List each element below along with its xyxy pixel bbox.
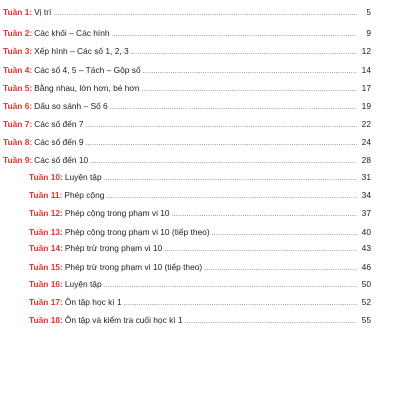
entry-title: Xếp hình – Các số 1, 2, 3: [34, 46, 129, 56]
page-number: 5: [366, 7, 371, 17]
dot-leader: [143, 65, 357, 77]
entry-title: Ôn tập và kiểm tra cuối học kì 1: [64, 315, 183, 325]
page-number: 34: [361, 190, 371, 200]
toc-entry-week-15: [29, 260, 371, 274]
dot-leader: [86, 137, 357, 149]
dot-leader: [185, 315, 357, 327]
entry-title: Các số 4, 5 – Tách – Gộp số: [34, 65, 141, 75]
page-number: 19: [361, 101, 371, 111]
dot-leader: [142, 83, 357, 95]
dot-leader: [131, 46, 357, 58]
entry-title: Dấu so sánh – Số 6: [34, 101, 108, 111]
page-number: 50: [361, 279, 371, 289]
page-number: 40: [361, 227, 371, 237]
dot-leader: [164, 243, 357, 255]
entry-title: Phép cộng: [64, 190, 105, 200]
entry-title: Vị trí: [34, 7, 52, 17]
toc-entry-week-16: [29, 277, 371, 291]
page-number: 12: [361, 46, 371, 56]
week-label: Tuần 8:: [3, 137, 33, 147]
toc-entry-week-6: [3, 99, 371, 113]
week-label: Tuần 13:: [29, 227, 63, 237]
page-number: 9: [366, 28, 371, 38]
week-label: Tuần 12:: [29, 208, 63, 218]
toc-entry-week-11: [29, 188, 371, 202]
week-label: Tuần 9:: [3, 155, 33, 165]
toc-entry-week-9: [3, 153, 371, 167]
week-label: Tuần 14:: [29, 243, 63, 253]
entry-title: Luyện tập: [64, 172, 102, 182]
entry-title: Ôn tập học kì 1: [64, 297, 122, 307]
toc-entry-week-7: [3, 117, 371, 131]
toc-entry-week-4: [3, 63, 371, 77]
dot-leader: [110, 101, 357, 113]
toc-entry-week-14: [29, 241, 371, 255]
week-label: Tuần 4:: [3, 65, 33, 75]
toc-entry-week-5: [3, 81, 371, 95]
entry-title: Phép trừ trong phạm vi 10 (tiếp theo): [64, 262, 203, 272]
toc-entry-week-8: [3, 135, 371, 149]
week-label: Tuần 6:: [3, 101, 33, 111]
week-label: Tuần 10:: [29, 172, 63, 182]
dot-leader: [124, 297, 357, 309]
toc-entry-week-13: [29, 225, 371, 239]
page-number: 46: [361, 262, 371, 272]
week-label: Tuần 17:: [29, 297, 63, 307]
dot-leader: [90, 155, 357, 167]
week-label: Tuần 15:: [29, 262, 63, 272]
toc-entry-week-12: [29, 206, 371, 220]
entry-title: Phép trừ trong phạm vi 10: [64, 243, 163, 253]
dot-leader: [204, 262, 357, 274]
page-number: 24: [361, 137, 371, 147]
page-number: 37: [361, 208, 371, 218]
dot-leader: [53, 7, 357, 19]
dot-leader: [106, 190, 357, 202]
toc-entry-week-17: [29, 295, 371, 309]
week-label: Tuần 16:: [29, 279, 63, 289]
dot-leader: [86, 119, 357, 131]
week-label: Tuần 5:: [3, 83, 33, 93]
dot-leader: [172, 208, 357, 220]
week-label: Tuần 3:: [3, 46, 33, 56]
entry-title: Các số đến 7: [34, 119, 84, 129]
page-number: 14: [361, 65, 371, 75]
page-number: 55: [361, 315, 371, 325]
dot-leader: [104, 172, 357, 184]
entry-title: Các số đến 10: [34, 155, 89, 165]
dot-leader: [212, 227, 357, 239]
toc-entry-week-1: [3, 5, 371, 19]
week-label: Tuần 2:: [3, 28, 33, 38]
entry-title: Luyện tập: [64, 279, 102, 289]
entry-title: Các số đến 9: [34, 137, 84, 147]
toc-entry-week-10: [29, 170, 371, 184]
page-number: 17: [361, 83, 371, 93]
week-label: Tuần 18:: [29, 315, 63, 325]
toc-entry-week-2: [3, 26, 371, 40]
toc-entry-week-18: [29, 313, 371, 327]
page-number: 31: [361, 172, 371, 182]
entry-title: Phép cộng trong phạm vi 10 (tiếp theo): [64, 227, 210, 237]
dot-leader: [112, 28, 357, 40]
week-label: Tuần 11:: [29, 190, 63, 200]
toc-entry-week-3: [3, 44, 371, 58]
week-label: Tuần 7:: [3, 119, 33, 129]
dot-leader: [104, 279, 357, 291]
entry-title: Các khối – Các hình: [34, 28, 110, 38]
page-number: 43: [361, 243, 371, 253]
page-number: 28: [361, 155, 371, 165]
page-number: 52: [361, 297, 371, 307]
week-label: Tuần 1:: [3, 7, 33, 17]
entry-title: Phép cộng trong phạm vi 10: [64, 208, 170, 218]
entry-title: Bằng nhau, lớn hơn, bé hơn: [34, 83, 140, 93]
page-number: 22: [361, 119, 371, 129]
